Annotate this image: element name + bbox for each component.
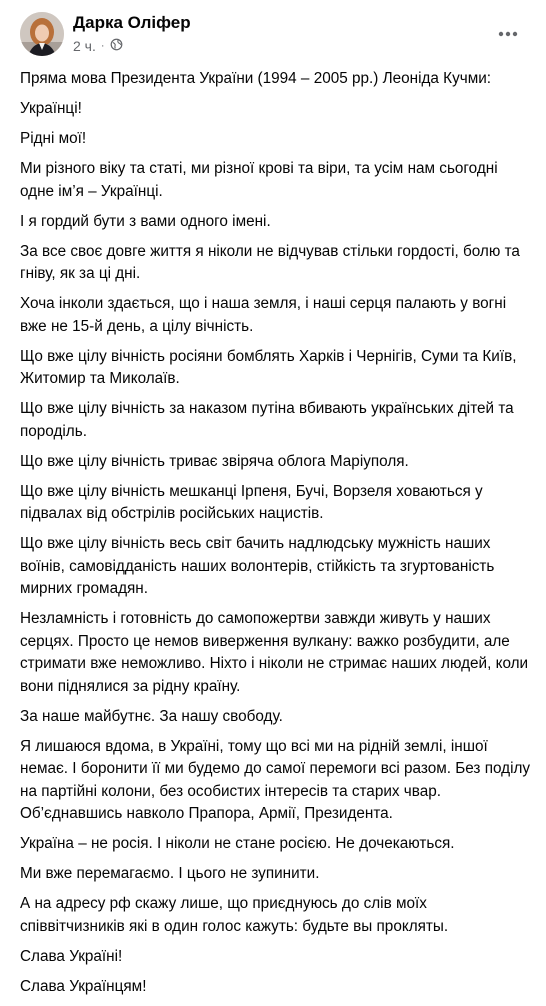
post-paragraph: Що вже цілу вічність за наказом путіна вбивають українських дітей та породіль. — [20, 400, 514, 440]
post-paragraph: Що вже цілу вічність росіяни бомблять Харків і Чернігів, Суми та Київ, Житомир та Миколаїв. — [20, 347, 517, 387]
post-paragraph: За наше майбутнє. За нашу свободу. — [20, 707, 283, 725]
post-paragraph: Ми різного віку та статі, ми різної крові та віри, та усім нам сьогодні одне ім’я – Українці. — [20, 160, 498, 200]
post-paragraph: І я гордий бути з вами одного імені. — [20, 212, 271, 230]
post-paragraph: Ми вже перемагаємо. І цього не зупинити. — [20, 865, 320, 882]
avatar[interactable] — [20, 12, 64, 56]
post-paragraph: Українці! — [20, 100, 82, 117]
globe-icon[interactable] — [110, 38, 123, 54]
post-paragraph: Слава Українцям! — [20, 977, 147, 995]
post-paragraph: Рідні мої! — [20, 130, 87, 147]
post-paragraph: Що вже цілу вічність триває звіряча облога Маріуполя. — [20, 452, 409, 470]
more-horizontal-icon — [498, 31, 518, 37]
meta-separator: · — [100, 40, 105, 52]
author-name[interactable]: Дарка Оліфер — [73, 13, 191, 32]
avatar-image — [20, 12, 64, 56]
post-paragraph: Що вже цілу вічність весь світ бачить надлюдську мужність наших воїнів, самовідданість наших волонтерів, стійкість та згуртованість мирних громадян. — [20, 535, 495, 597]
post-paragraph: Я лишаюся вдома, в Україні, тому що всі ми на рідній землі, іншої немає. І боронити її ми будемо до самої перемоги всі разом. Без поділу на партійні колони, без особистих інтересів та старих чвар. Об’єднавшись навколо Прапора, Армії, Президента. — [20, 737, 531, 822]
post-paragraph: Пряма мова Президента України (1994 – 2005 рр.) Леоніда Кучми: — [20, 70, 491, 87]
post-header — [20, 12, 526, 58]
post-paragraph: Слава Україні! — [20, 947, 123, 965]
more-options-button[interactable] — [494, 20, 522, 48]
post-paragraph: Що вже цілу вічність мешканці Ірпеня, Бучі, Ворзеля ховаються у підвалах від обстрілів російських нацистів. — [20, 482, 483, 522]
post-paragraph: А на адресу рф скажу лише, що приєднуюсь до слів моїх співвітчизників які в один голос кажуть: будьте вы прокляты. — [20, 895, 449, 935]
post-paragraph: Хоча інколи здається, що і наша земля, і наші серця палають у вогні вже не 15-й день, а цілу вічність. — [20, 295, 507, 335]
post-time[interactable]: 2 ч. — [73, 38, 96, 54]
post-paragraph: За все своє довге життя я ніколи не відчував стільки гордості, болю та гніву, як за ці дні. — [20, 242, 520, 282]
post-paragraph: Україна – не росія. І ніколи не стане росією. Не дочекаються. — [20, 835, 455, 852]
post-body — [20, 68, 532, 1006]
post-paragraph: Незламність і готовність до самопожертви завжди живуть у наших серцях. Просто це немов виверження вулкану: важко розбудити, але стримати вже неможливо. Ніхто і ніколи не стримає наших людей, коли вони піднялися за рідну країну. — [20, 610, 529, 695]
post-meta — [73, 38, 123, 54]
